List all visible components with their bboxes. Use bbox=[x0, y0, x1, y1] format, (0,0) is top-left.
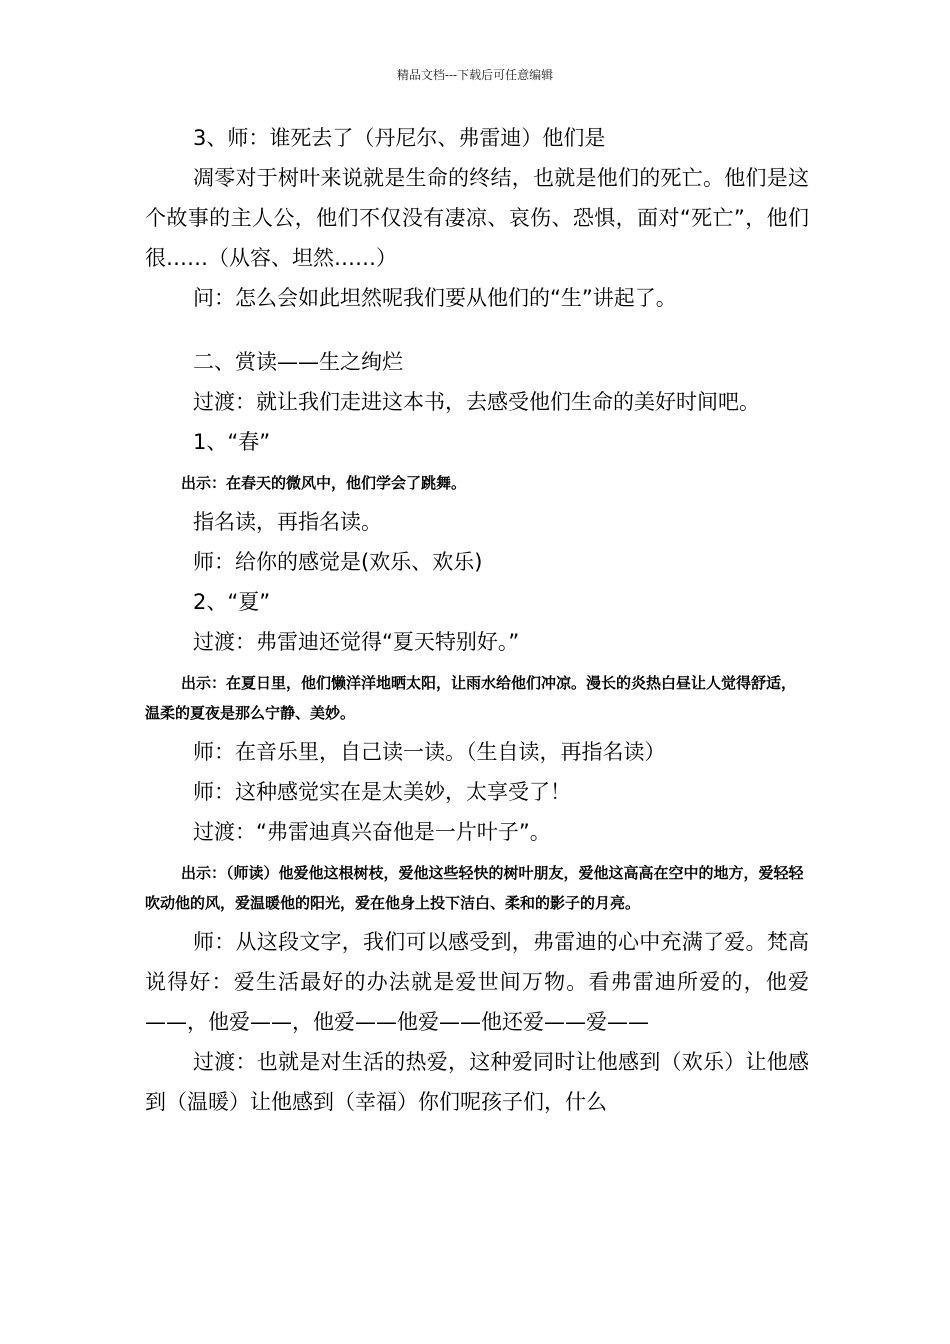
paragraph-why-calm: 问：怎么会如此坦然呢我们要从他们的“生”讲起了。 bbox=[193, 286, 677, 310]
display-spring-quote: 出示：在春天的微风中，他们学会了跳舞。 bbox=[181, 474, 467, 492]
paragraph-love-everything: 师：从这段文字，我们可以感受到，弗雷迪的心中充满了爱。梵高说得好：爱生活最好的办法就是爱世间万物。看弗雷迪所爱的，他爱——，他爱——，他爱——他爱——他还爱——爱—— bbox=[145, 930, 809, 1034]
paragraph-music-reading: 师：在音乐里，自己读一读。（生自读，再指名读） bbox=[193, 740, 666, 764]
paragraph-love-of-life: 过渡：也就是对生活的热爱，这种爱同时让他感到（欢乐）让他感到（温暖）让他感到（幸福）你们呢孩子们，什么 bbox=[145, 1050, 809, 1114]
paragraph-freddie-excited: 过渡：“弗雷迪真兴奋他是一片叶子”。 bbox=[193, 820, 551, 844]
document-body bbox=[145, 118, 809, 1122]
subheading-summer: 2、“夏” bbox=[193, 590, 271, 614]
paragraph-feeling-joy: 师：给你的感觉是(欢乐、欢乐) bbox=[193, 550, 483, 574]
section-heading-appreciate: 二、赏读——生之绚烂 bbox=[193, 350, 403, 374]
display-teacher-reading-quote: 出示：（师读）他爱他这根树枝，爱他这些轻快的树叶朋友，爱他这高高在空中的地方，爱轻轻吹动他的风，爱温暖他的阳光，爱在他身上投下洁白、柔和的影子的月亮。 bbox=[145, 864, 804, 912]
paragraph-summer-transition: 过渡：弗雷迪还觉得“夏天特别好。” bbox=[193, 630, 520, 654]
paragraph-question-who-died: 3、师：谁死去了（丹尼尔、弗雷迪）他们是 bbox=[193, 126, 606, 150]
paragraph-wonderful-feeling: 师：这种感觉实在是太美妙，太享受了！ bbox=[193, 780, 571, 804]
subheading-spring: 1、“春” bbox=[193, 430, 271, 454]
paragraph-read-aloud: 指名读，再指名读。 bbox=[193, 510, 382, 534]
paragraph-death-explanation: 凋零对于树叶来说就是生命的终结，也就是他们的死亡。他们是这个故事的主人公，他们不仅没有凄凉、哀伤、恐惧，面对“死亡”，他们很……（从容、坦然……） bbox=[145, 166, 809, 270]
paragraph-transition-book: 过渡：就让我们走进这本书，去感受他们生命的美好时间吧。 bbox=[193, 390, 760, 414]
display-summer-quote: 出示：在夏日里，他们懒洋洋地晒太阳，让雨水给他们冲凉。漫长的炎热白昼让人觉得舒适，温柔的夏夜是那么宁静、美妙。 bbox=[145, 674, 797, 722]
page-header: 精品文档---下载后可任意编辑 bbox=[396, 68, 554, 82]
